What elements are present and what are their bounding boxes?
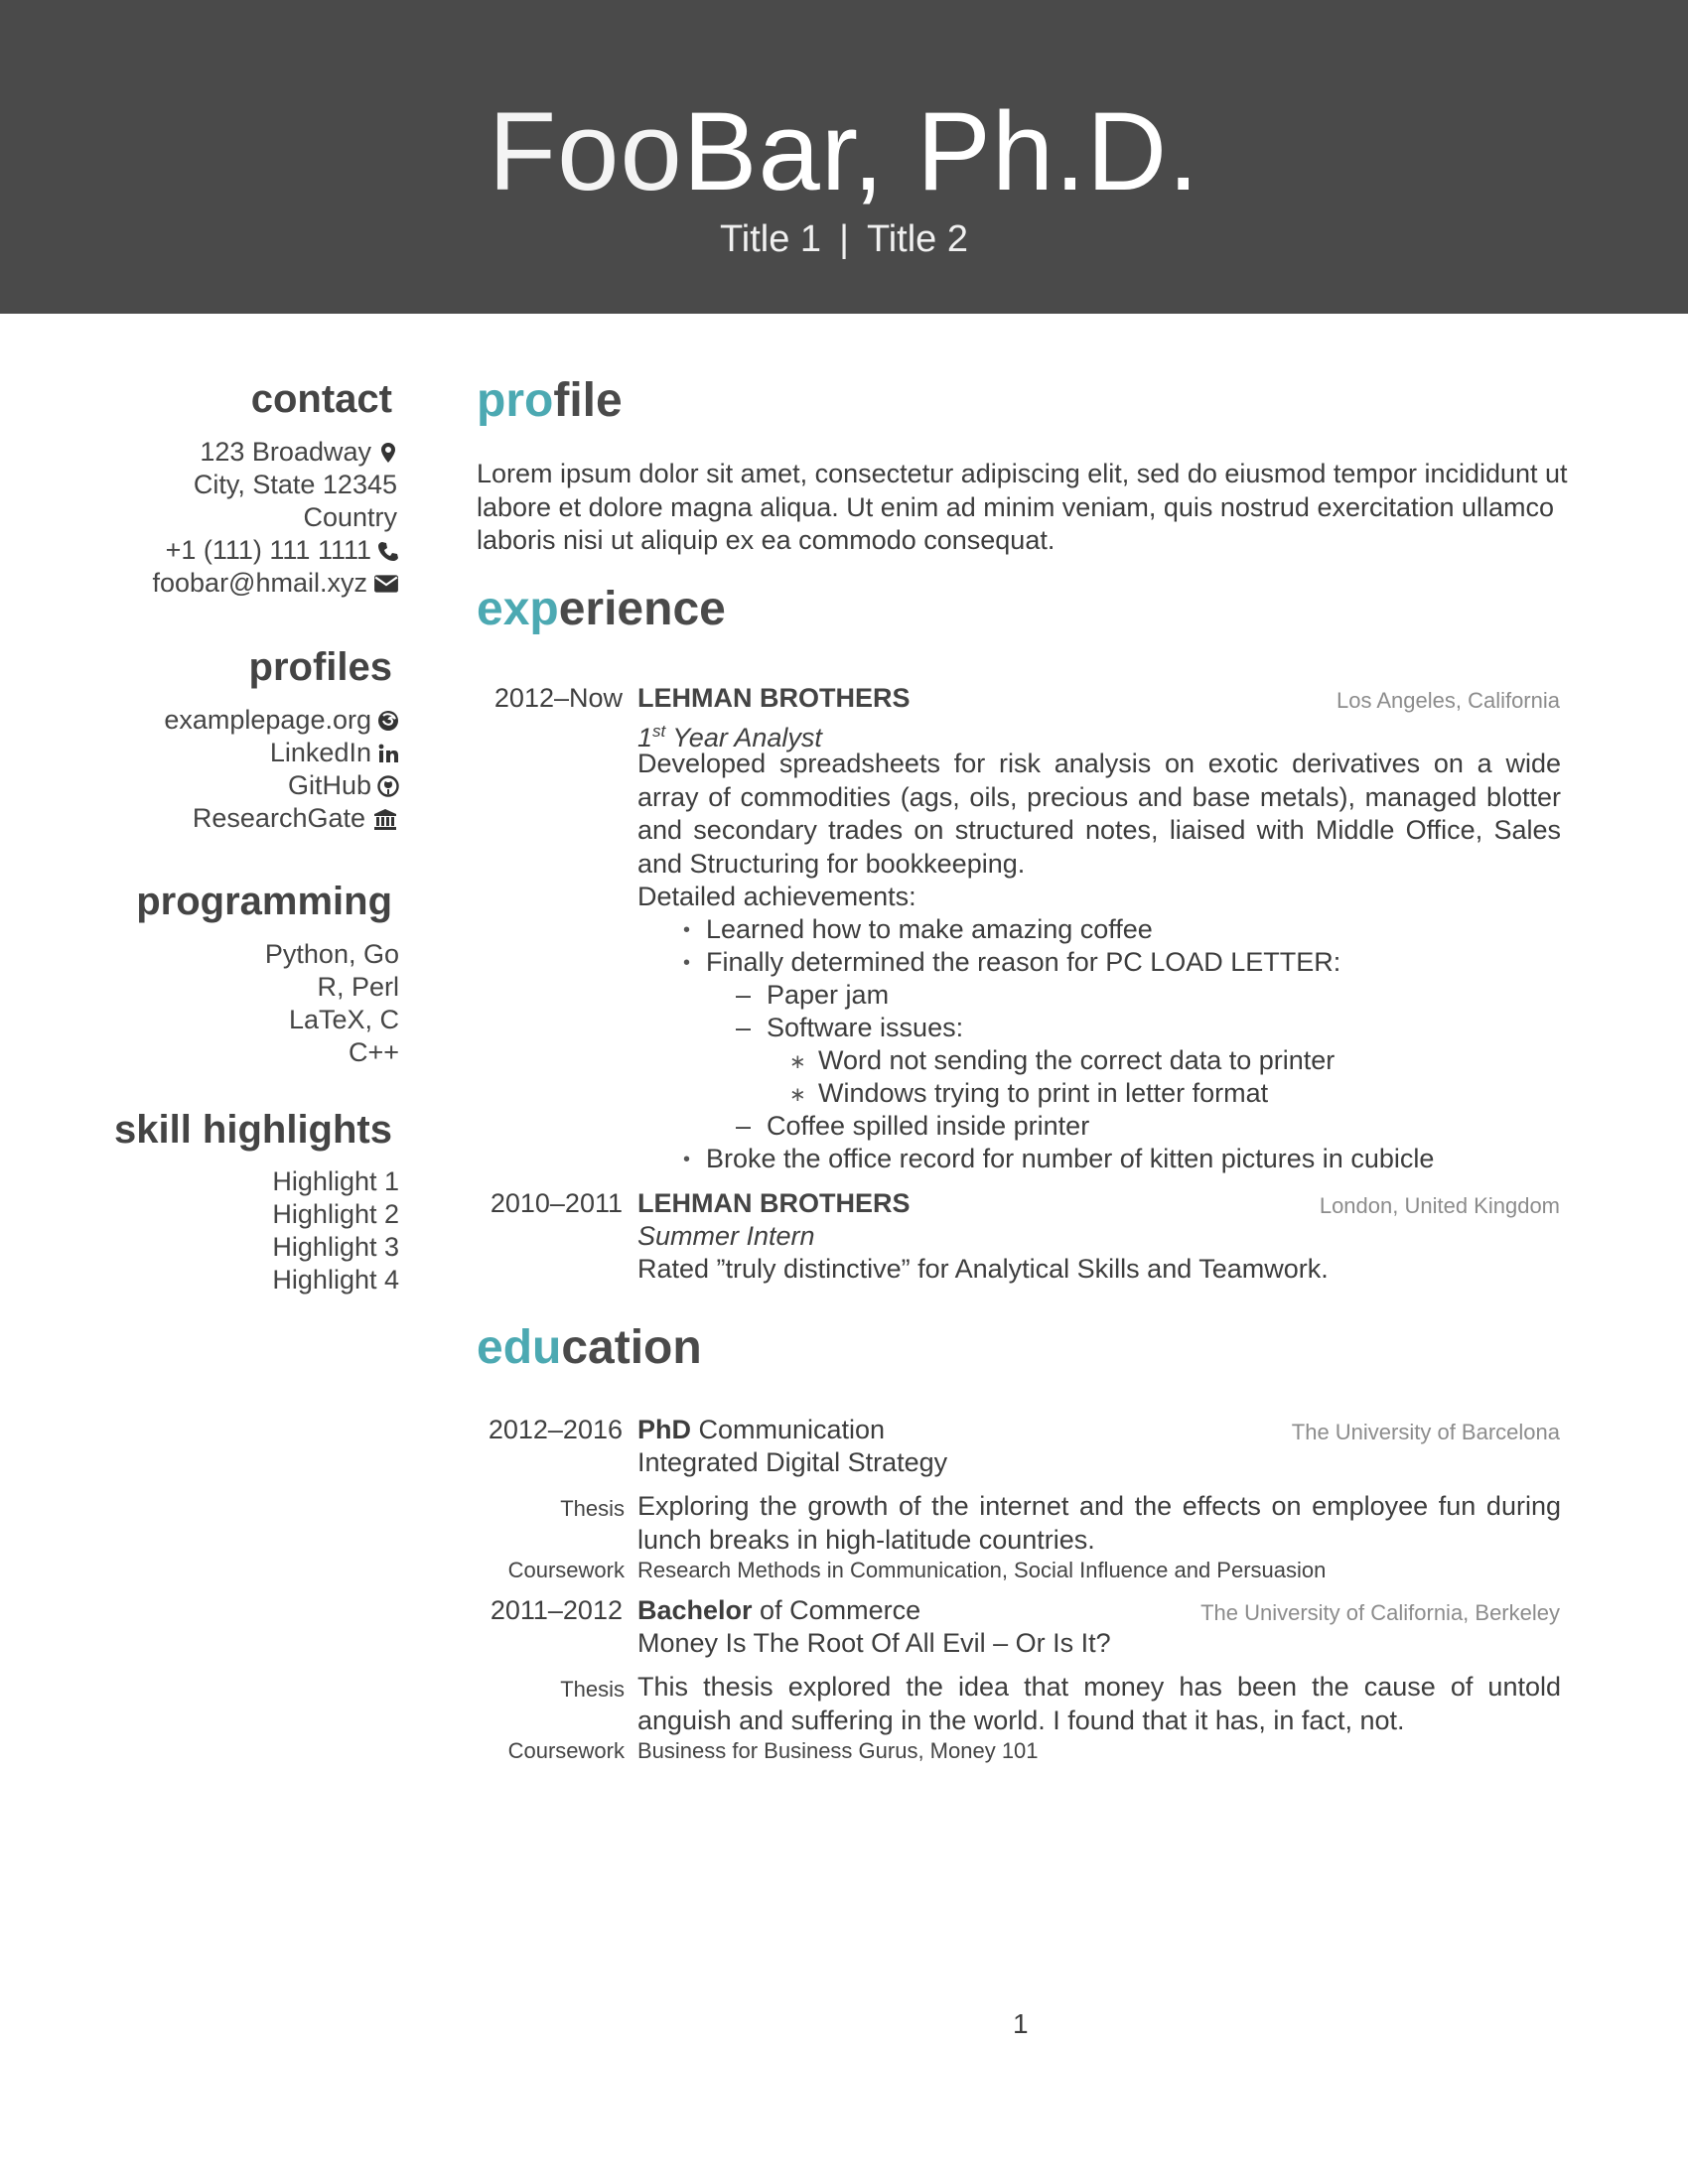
achievement-subitem: Software issues:: [767, 1013, 964, 1042]
profile-link-github[interactable]: GitHub: [288, 769, 399, 802]
bullet-star: ∗: [789, 1051, 806, 1073]
achievement-subsubitem: Word not sending the correct data to printer: [818, 1045, 1336, 1075]
job-description: Developed spreadsheets for risk analysis on exotic derivatives on a wide array of commodities (ags, oils, precious and base metals), managed blotter and secondary trades on structured notes, liaised with Middle Office, Sales and Structuring for bookkeeping.: [637, 749, 1561, 879]
degree-date: 2012–2016: [488, 1415, 623, 1444]
page-number: 1: [1013, 2008, 1029, 2039]
job-role: 1st Year Analyst: [637, 722, 822, 752]
job-titles: [0, 214, 1688, 264]
thesis-label: Thesis: [560, 1496, 625, 1521]
skill-item: Highlight 2: [272, 1199, 399, 1229]
thesis-text: This thesis explored the idea that money has been the cause of untold anguish and suffering in the world. I found that it has, in fact, not.: [637, 1672, 1561, 1735]
title-separator: |: [839, 218, 849, 260]
degree-title: Bachelor of Commerce: [637, 1595, 921, 1625]
achievement-subitem: Paper jam: [767, 980, 890, 1010]
degree-date: 2011–2012: [490, 1595, 623, 1625]
job-organization: LEHMAN BROTHERS: [637, 683, 911, 713]
address-line-2: City, State 12345: [193, 470, 397, 499]
title-2: Title 2: [866, 218, 969, 260]
phone-line: +1 (111) 111 1111: [166, 534, 399, 567]
bullet-dot: •: [683, 919, 691, 941]
email-line[interactable]: foobar@hmail.xyz: [153, 567, 400, 600]
full-name: FooBar, Ph.D.: [488, 89, 1200, 213]
education-heading: education: [477, 1321, 702, 1374]
achievements-label: Detailed achievements:: [637, 882, 916, 911]
title-1: Title 1: [719, 218, 822, 260]
coursework-text: Research Methods in Communication, Social Influence and Persuasion: [637, 1558, 1327, 1582]
degree-school: The University of California, Berkeley: [1200, 1600, 1560, 1625]
address-country: Country: [303, 502, 397, 532]
achievement-subsubitem: Windows trying to print in letter format: [818, 1078, 1269, 1108]
bullet-dot: •: [683, 1149, 691, 1170]
bullet-dash: –: [736, 1111, 752, 1141]
programming-item: Python, Go: [264, 939, 399, 969]
job-organization: LEHMAN BROTHERS: [637, 1188, 911, 1218]
institution-icon: [371, 808, 399, 830]
experience-heading: experience: [477, 583, 726, 635]
contact-heading: contact: [250, 377, 392, 421]
degree-subtitle: Integrated Digital Strategy: [637, 1447, 948, 1477]
job-date: 2012–Now: [493, 683, 623, 713]
job-location: London, United Kingdom: [1319, 1193, 1560, 1218]
achievement-subitem: Coffee spilled inside printer: [767, 1111, 1090, 1141]
envelope-icon: [373, 573, 399, 595]
profile-link-website[interactable]: examplepage.org: [164, 704, 399, 737]
skill-item: Highlight 4: [272, 1265, 399, 1295]
profile-summary: Lorem ipsum dolor sit amet, consectetur adipiscing elit, sed do eiusmod tempor incididunt ut labore et dolore magna aliqua. Ut enim ad minim veniam, quis nostrud exercitation ullamco laboris nisi ut aliquip ex ea commodo consequat.: [477, 459, 1568, 555]
profile-heading: profile: [477, 374, 623, 427]
address-line-1: 123 Broadway: [200, 436, 399, 469]
programming-item: LaTeX, C: [288, 1005, 399, 1034]
profile-link-researchgate[interactable]: ResearchGate: [193, 802, 399, 835]
skill-item: Highlight 1: [272, 1166, 399, 1196]
programming-item: R, Perl: [317, 972, 399, 1002]
job-location: Los Angeles, California: [1336, 688, 1560, 713]
linkedin-icon: [377, 743, 399, 764]
thesis-text: Exploring the growth of the internet and the effects on employee fun during lunch breaks in high-latitude countries.: [637, 1491, 1561, 1555]
map-marker-icon: [377, 442, 399, 464]
coursework-label: Coursework: [507, 1558, 625, 1582]
achievement-item: Learned how to make amazing coffee: [706, 914, 1153, 944]
profile-link-linkedin[interactable]: LinkedIn: [270, 737, 399, 769]
job-date: 2010–2011: [490, 1188, 623, 1218]
achievement-item: Broke the office record for number of kitten pictures in cubicle: [706, 1144, 1435, 1173]
phone-icon: [377, 540, 399, 562]
profiles-heading: profiles: [248, 645, 392, 689]
skills-heading: skill highlights: [113, 1108, 392, 1152]
degree-title: PhD Communication: [637, 1415, 886, 1444]
degree-school: The University of Barcelona: [1291, 1420, 1560, 1444]
job-description: Rated ”truly distinctive” for Analytical Skills and Teamwork.: [637, 1254, 1329, 1284]
thesis-label: Thesis: [560, 1677, 625, 1702]
job-role: Summer Intern: [637, 1221, 815, 1251]
bullet-dash: –: [736, 1013, 752, 1042]
firefox-icon: [377, 710, 399, 732]
coursework-label: Coursework: [507, 1738, 625, 1763]
bullet-dot: •: [683, 952, 691, 974]
bullet-star: ∗: [789, 1084, 806, 1106]
achievement-item: Finally determined the reason for PC LOAD LETTER:: [706, 947, 1341, 977]
programming-heading: programming: [136, 880, 392, 923]
coursework-text: Business for Business Gurus, Money 101: [637, 1738, 1039, 1763]
skill-item: Highlight 3: [272, 1232, 399, 1262]
bullet-dash: –: [736, 980, 752, 1010]
degree-subtitle: Money Is The Root Of All Evil – Or Is It?: [637, 1628, 1111, 1658]
header-banner: [0, 0, 1688, 314]
programming-item: C++: [348, 1037, 399, 1067]
github-icon: [377, 775, 399, 797]
